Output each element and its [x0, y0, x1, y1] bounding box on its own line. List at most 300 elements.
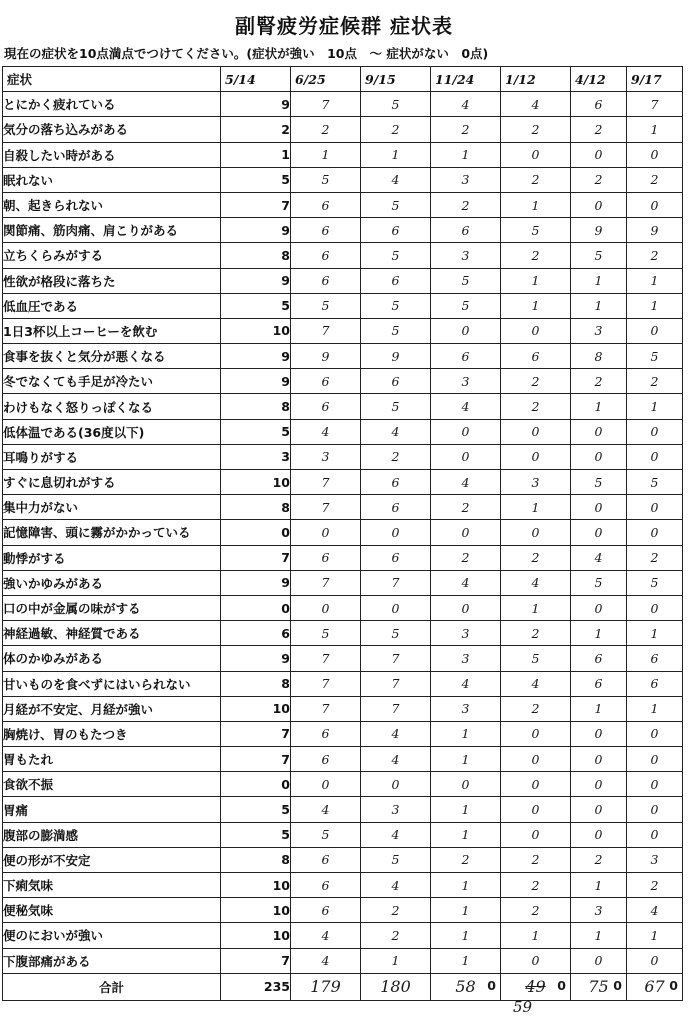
handwritten-score: 2: [501, 898, 571, 923]
handwritten-score: 3: [431, 621, 501, 646]
table-row: [3, 369, 683, 394]
handwritten-score: 6: [361, 545, 431, 570]
handwritten-score: 4: [431, 570, 501, 595]
handwritten-score: 6: [291, 268, 361, 293]
total-value: 75: [588, 977, 609, 997]
handwritten-score: 2: [571, 167, 627, 192]
handwritten-score: 1: [431, 822, 501, 847]
baseline-score: 5: [221, 797, 291, 822]
symptom-label: 食事を抜くと気分が悪くなる: [3, 344, 221, 369]
handwritten-score: 7: [361, 570, 431, 595]
date-header: 5/14: [221, 67, 291, 92]
handwritten-score: 1: [501, 192, 571, 217]
handwritten-score: 3: [431, 243, 501, 268]
baseline-score: 10: [221, 470, 291, 495]
baseline-score: 8: [221, 394, 291, 419]
handwritten-score: 1: [571, 873, 627, 898]
handwritten-score: 6: [361, 268, 431, 293]
total-cell: [431, 973, 501, 1000]
handwritten-score: 1: [571, 394, 627, 419]
handwritten-score: 2: [501, 243, 571, 268]
table-row: [3, 646, 683, 671]
handwritten-score: 6: [291, 545, 361, 570]
handwritten-score: 1: [361, 948, 431, 973]
handwritten-score: 0: [571, 192, 627, 217]
total-value: 179: [310, 977, 341, 997]
handwritten-score: 2: [501, 696, 571, 721]
handwritten-score: 3: [571, 898, 627, 923]
handwritten-score: 0: [627, 797, 683, 822]
handwritten-score: 1: [431, 797, 501, 822]
handwritten-score: 5: [291, 621, 361, 646]
handwritten-score: 0: [627, 772, 683, 797]
handwritten-score: 0: [571, 797, 627, 822]
total-value: 49: [525, 977, 546, 997]
handwritten-score: 6: [361, 369, 431, 394]
table-row: [3, 898, 683, 923]
handwritten-score: 4: [501, 92, 571, 117]
handwritten-score: 2: [571, 847, 627, 872]
handwritten-score: 5: [361, 192, 431, 217]
handwritten-score: 4: [361, 873, 431, 898]
table-row: [3, 192, 683, 217]
handwritten-score: 6: [361, 218, 431, 243]
total-value: 58: [455, 977, 476, 997]
table-row: [3, 344, 683, 369]
baseline-score: 8: [221, 671, 291, 696]
handwritten-score: 1: [627, 394, 683, 419]
handwritten-score: 1: [431, 898, 501, 923]
table-row: [3, 948, 683, 973]
handwritten-score: 7: [361, 646, 431, 671]
symptom-label: 眠れない: [3, 167, 221, 192]
table-row: [3, 822, 683, 847]
handwritten-score: 1: [571, 923, 627, 948]
handwritten-score: 1: [571, 293, 627, 318]
handwritten-score: 0: [571, 495, 627, 520]
symptom-label: 関節痛、筋肉痛、肩こりがある: [3, 218, 221, 243]
handwritten-score: 0: [627, 318, 683, 343]
table-row: [3, 570, 683, 595]
handwritten-score: 0: [571, 772, 627, 797]
handwritten-score: 5: [361, 847, 431, 872]
handwritten-score: 7: [291, 318, 361, 343]
printed-zero: 0: [613, 977, 622, 993]
handwritten-score: 1: [627, 696, 683, 721]
symptom-label: 口の中が金属の味がする: [3, 595, 221, 620]
handwritten-score: 1: [431, 142, 501, 167]
handwritten-score: 1: [627, 117, 683, 142]
handwritten-score: 6: [431, 344, 501, 369]
baseline-score: 9: [221, 344, 291, 369]
handwritten-score: 3: [431, 646, 501, 671]
handwritten-score: 6: [571, 671, 627, 696]
symptom-label: 月経が不安定、月経が強い: [3, 696, 221, 721]
handwritten-score: 0: [431, 595, 501, 620]
handwritten-score: 4: [571, 545, 627, 570]
handwritten-score: 9: [361, 344, 431, 369]
baseline-score: 0: [221, 520, 291, 545]
handwritten-score: 2: [431, 192, 501, 217]
table-row: [3, 621, 683, 646]
handwritten-score: 1: [571, 696, 627, 721]
table-row: [3, 444, 683, 469]
handwritten-score: 2: [361, 444, 431, 469]
printed-zero: 0: [669, 977, 678, 993]
handwritten-score: 7: [291, 470, 361, 495]
baseline-score: 9: [221, 218, 291, 243]
handwritten-score: 7: [291, 92, 361, 117]
handwritten-score: 0: [361, 520, 431, 545]
handwritten-score: 0: [291, 772, 361, 797]
handwritten-score: 2: [571, 117, 627, 142]
handwritten-score: 0: [627, 747, 683, 772]
symptom-label: 甘いものを食べずにはいられない: [3, 671, 221, 696]
handwritten-score: 6: [571, 646, 627, 671]
symptom-label: 便秘気味: [3, 898, 221, 923]
handwritten-score: 1: [291, 142, 361, 167]
handwritten-score: 4: [291, 419, 361, 444]
handwritten-score: 0: [627, 721, 683, 746]
baseline-score: 0: [221, 772, 291, 797]
symptom-label: とにかく疲れている: [3, 92, 221, 117]
handwritten-score: 4: [501, 570, 571, 595]
handwritten-score: 5: [291, 822, 361, 847]
handwritten-score: 6: [291, 898, 361, 923]
table-row: [3, 545, 683, 570]
handwritten-score: 4: [361, 167, 431, 192]
handwritten-score: 5: [431, 293, 501, 318]
table-row: [3, 721, 683, 746]
handwritten-score: 4: [291, 797, 361, 822]
handwritten-score: 2: [501, 545, 571, 570]
handwritten-score: 2: [571, 369, 627, 394]
table-row: [3, 873, 683, 898]
baseline-score: 9: [221, 369, 291, 394]
handwritten-score: 1: [501, 293, 571, 318]
symptom-label: すぐに息切れがする: [3, 470, 221, 495]
total-label: 合計: [3, 973, 221, 1000]
handwritten-score: 0: [361, 772, 431, 797]
total-base: 235: [221, 973, 291, 1000]
symptom-label: 神経過敏、神経質である: [3, 621, 221, 646]
handwritten-score: 2: [501, 621, 571, 646]
handwritten-score: 4: [361, 822, 431, 847]
baseline-score: 8: [221, 243, 291, 268]
symptom-label: 腹部の膨満感: [3, 822, 221, 847]
symptom-label: 低血圧である: [3, 293, 221, 318]
symptom-label: 下腹部痛がある: [3, 948, 221, 973]
printed-zero: 0: [557, 977, 566, 993]
symptom-label: 1日3杯以上コーヒーを飲む: [3, 318, 221, 343]
handwritten-score: 9: [571, 218, 627, 243]
baseline-score: 5: [221, 419, 291, 444]
table-row: [3, 595, 683, 620]
date-header: 9/15: [361, 67, 431, 92]
table-row: [3, 470, 683, 495]
symptom-label: 下痢気味: [3, 873, 221, 898]
table-row: [3, 167, 683, 192]
handwritten-score: 0: [501, 772, 571, 797]
handwritten-score: 3: [501, 470, 571, 495]
handwritten-score: 5: [361, 243, 431, 268]
printed-zero: 0: [487, 977, 496, 993]
baseline-score: 5: [221, 293, 291, 318]
handwritten-score: 0: [627, 495, 683, 520]
symptom-table: [2, 66, 683, 1016]
total-value: 180: [380, 977, 411, 997]
symptom-header: 症状: [3, 67, 221, 92]
table-row: [3, 318, 683, 343]
handwritten-score: 2: [627, 167, 683, 192]
date-header: 9/17: [627, 67, 683, 92]
table-row: [3, 142, 683, 167]
handwritten-score: 3: [431, 696, 501, 721]
handwritten-score: 3: [627, 847, 683, 872]
baseline-score: 2: [221, 117, 291, 142]
handwritten-score: 6: [431, 218, 501, 243]
handwritten-score: 1: [431, 923, 501, 948]
handwritten-score: 7: [291, 646, 361, 671]
handwritten-score: 2: [431, 495, 501, 520]
handwritten-score: 4: [431, 92, 501, 117]
handwritten-score: 0: [627, 419, 683, 444]
table-row: [3, 747, 683, 772]
handwritten-score: 2: [361, 923, 431, 948]
handwritten-score: 0: [501, 747, 571, 772]
symptom-rows: [3, 92, 683, 974]
handwritten-score: 7: [291, 696, 361, 721]
handwritten-score: 2: [627, 369, 683, 394]
baseline-score: 9: [221, 570, 291, 595]
symptom-label: 胃もたれ: [3, 747, 221, 772]
symptom-label: 自殺したい時がある: [3, 142, 221, 167]
handwritten-score: 1: [571, 268, 627, 293]
handwritten-score: 0: [571, 520, 627, 545]
handwritten-score: 0: [627, 822, 683, 847]
handwritten-score: 6: [361, 495, 431, 520]
symptom-label: 集中力がない: [3, 495, 221, 520]
handwritten-score: 1: [361, 142, 431, 167]
table-row: [3, 671, 683, 696]
handwritten-score: 5: [571, 243, 627, 268]
handwritten-score: 0: [501, 444, 571, 469]
symptom-label: 胸焼け、胃のもたつき: [3, 721, 221, 746]
handwritten-score: 0: [571, 142, 627, 167]
handwritten-score: 5: [627, 344, 683, 369]
instructions: 現在の症状を10点満点でつけてください。(症状が強い 10点 ～ 症状がない 0点): [4, 46, 489, 61]
handwritten-score: 5: [501, 218, 571, 243]
baseline-score: 10: [221, 318, 291, 343]
table-row: [3, 772, 683, 797]
table-row: [3, 797, 683, 822]
date-header: 6/25: [291, 67, 361, 92]
handwritten-score: 0: [501, 520, 571, 545]
baseline-score: 7: [221, 545, 291, 570]
handwritten-score: 0: [431, 520, 501, 545]
handwritten-score: 0: [431, 444, 501, 469]
handwritten-score: 0: [571, 822, 627, 847]
handwritten-score: 1: [501, 595, 571, 620]
handwritten-score: 7: [627, 92, 683, 117]
handwritten-score: 5: [361, 394, 431, 419]
handwritten-score: 6: [361, 470, 431, 495]
table-row: [3, 394, 683, 419]
handwritten-score: 0: [501, 721, 571, 746]
handwritten-score: 4: [291, 948, 361, 973]
handwritten-score: 3: [431, 167, 501, 192]
date-header: 1/12: [501, 67, 571, 92]
handwritten-score: 0: [501, 797, 571, 822]
symptom-label: 記憶障害、頭に霧がかかっている: [3, 520, 221, 545]
baseline-score: 7: [221, 192, 291, 217]
handwritten-score: 4: [431, 394, 501, 419]
handwritten-score: 2: [431, 847, 501, 872]
handwritten-score: 6: [291, 747, 361, 772]
handwritten-score: 5: [571, 570, 627, 595]
baseline-score: 3: [221, 444, 291, 469]
handwritten-score: 5: [627, 470, 683, 495]
total-value: 67: [644, 977, 665, 997]
handwritten-score: 0: [571, 747, 627, 772]
symptom-label: 耳鳴りがする: [3, 444, 221, 469]
baseline-score: 10: [221, 923, 291, 948]
symptom-label: 気分の落ち込みがある: [3, 117, 221, 142]
handwritten-score: 0: [431, 772, 501, 797]
handwritten-score: 0: [627, 595, 683, 620]
handwritten-score: 9: [627, 218, 683, 243]
handwritten-score: 6: [291, 243, 361, 268]
handwritten-score: 3: [571, 318, 627, 343]
total-cell: [571, 973, 627, 1000]
table-row: [3, 847, 683, 872]
handwritten-score: 1: [501, 923, 571, 948]
table-row: [3, 495, 683, 520]
handwritten-score: 5: [431, 268, 501, 293]
baseline-score: 8: [221, 495, 291, 520]
table-row: [3, 923, 683, 948]
handwritten-score: 2: [501, 167, 571, 192]
handwritten-score: 5: [361, 92, 431, 117]
baseline-score: 7: [221, 721, 291, 746]
total-cell: [361, 973, 431, 1000]
handwritten-score: 2: [501, 394, 571, 419]
handwritten-score: 2: [501, 873, 571, 898]
handwritten-score: 0: [627, 444, 683, 469]
baseline-score: 8: [221, 847, 291, 872]
handwritten-score: 5: [361, 318, 431, 343]
table-row: [3, 268, 683, 293]
total-correction: 59: [513, 997, 533, 1016]
handwritten-score: 6: [291, 394, 361, 419]
handwritten-score: 4: [627, 898, 683, 923]
baseline-score: 10: [221, 696, 291, 721]
handwritten-score: 2: [501, 847, 571, 872]
handwritten-score: 4: [361, 747, 431, 772]
baseline-score: 9: [221, 268, 291, 293]
handwritten-score: 0: [431, 318, 501, 343]
handwritten-score: 7: [361, 671, 431, 696]
handwritten-score: 6: [627, 671, 683, 696]
handwritten-score: 0: [501, 822, 571, 847]
handwritten-score: 1: [431, 747, 501, 772]
handwritten-score: 4: [431, 470, 501, 495]
baseline-score: 5: [221, 167, 291, 192]
symptom-label: 動悸がする: [3, 545, 221, 570]
handwritten-score: 0: [571, 419, 627, 444]
table-row: [3, 218, 683, 243]
baseline-score: 10: [221, 873, 291, 898]
baseline-score: 10: [221, 898, 291, 923]
handwritten-score: 1: [627, 923, 683, 948]
table-row: [3, 696, 683, 721]
handwritten-score: 1: [627, 268, 683, 293]
handwritten-score: 2: [627, 545, 683, 570]
handwritten-score: 0: [627, 142, 683, 167]
handwritten-score: 6: [291, 873, 361, 898]
handwritten-score: 2: [627, 873, 683, 898]
handwritten-score: 6: [291, 721, 361, 746]
handwritten-score: 0: [627, 192, 683, 217]
handwritten-score: 8: [571, 344, 627, 369]
table-row: [3, 293, 683, 318]
handwritten-score: 7: [361, 696, 431, 721]
handwritten-score: 6: [627, 646, 683, 671]
handwritten-score: 1: [501, 495, 571, 520]
symptom-label: 強いかゆみがある: [3, 570, 221, 595]
handwritten-score: 7: [291, 570, 361, 595]
handwritten-score: 0: [501, 142, 571, 167]
handwritten-score: 0: [361, 595, 431, 620]
baseline-score: 7: [221, 747, 291, 772]
total-cell: [291, 973, 361, 1000]
handwritten-score: 6: [571, 92, 627, 117]
handwritten-score: 5: [627, 570, 683, 595]
symptom-label: 冬でなくても手足が冷たい: [3, 369, 221, 394]
handwritten-score: 2: [361, 898, 431, 923]
handwritten-score: 2: [431, 545, 501, 570]
handwritten-score: 6: [291, 847, 361, 872]
handwritten-score: 6: [291, 218, 361, 243]
handwritten-score: 7: [291, 671, 361, 696]
table-row: [3, 520, 683, 545]
header-row: [3, 67, 683, 92]
handwritten-score: 6: [501, 344, 571, 369]
total-row: [3, 973, 683, 1000]
handwritten-score: 9: [291, 344, 361, 369]
symptom-label: 低体温である(36度以下): [3, 419, 221, 444]
handwritten-score: 1: [431, 721, 501, 746]
handwritten-score: 5: [571, 470, 627, 495]
baseline-score: 0: [221, 595, 291, 620]
handwritten-score: 1: [627, 293, 683, 318]
date-header: 4/12: [571, 67, 627, 92]
handwritten-score: 3: [361, 797, 431, 822]
handwritten-score: 4: [291, 923, 361, 948]
baseline-score: 9: [221, 646, 291, 671]
handwritten-score: 4: [431, 671, 501, 696]
handwritten-score: 5: [291, 293, 361, 318]
handwritten-score: 7: [291, 495, 361, 520]
handwritten-score: 1: [627, 621, 683, 646]
handwritten-score: 6: [291, 369, 361, 394]
handwritten-score: 2: [501, 369, 571, 394]
baseline-score: 5: [221, 822, 291, 847]
total-cell: [627, 973, 683, 1000]
date-header: 11/24: [431, 67, 501, 92]
handwritten-score: 2: [501, 117, 571, 142]
baseline-score: 9: [221, 92, 291, 117]
